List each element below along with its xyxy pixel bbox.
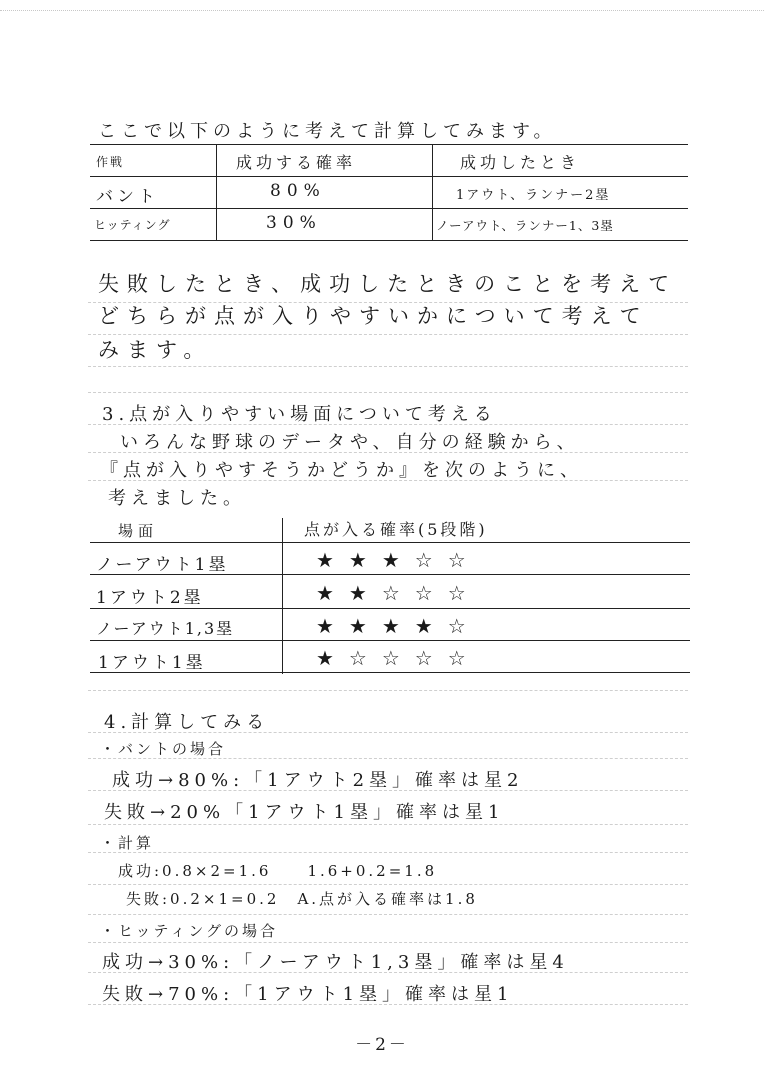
header-on-success: 成功したとき <box>460 153 581 172</box>
bunt-line: 成功→80%:「1アウト2塁」確率は星2 <box>112 770 524 791</box>
calc-line: 失敗:0.2×1=0.2 A.点が入る確率は1.8 <box>126 890 478 908</box>
table-cell-scene: ノーアウト1塁 <box>96 555 229 575</box>
ruled-line <box>88 852 688 853</box>
calc-line: 成功:0.8×2=1.6 1.6+0.2=1.8 <box>118 862 438 880</box>
paragraph-line: みます。 <box>98 338 213 362</box>
ruled-line <box>88 690 688 691</box>
section4-heading: 4.計算してみる <box>104 712 270 733</box>
header-scene: 場面 <box>118 522 159 540</box>
star-rating: ★☆☆☆☆ <box>316 646 481 670</box>
section3-heading: 3.点が入りやすい場面について考える <box>102 404 497 425</box>
star-rating: ★★☆☆☆ <box>316 581 481 605</box>
ruled-line <box>88 366 688 367</box>
table-border <box>90 608 690 609</box>
section3-line: いろんな野球のデータや、自分の経験から、 <box>120 432 580 453</box>
hitting-line: 成功→30%:「ノーアウト1,3塁」確率は星4 <box>102 952 569 973</box>
table-border <box>90 640 690 641</box>
intro-text: ここで以下のように考えて計算してみます。 <box>98 121 557 142</box>
header-success-rate: 成功する確率 <box>236 153 357 172</box>
table-cell-rate: 30% <box>266 213 322 233</box>
hitting-heading: ・ヒッティングの場合 <box>100 922 279 940</box>
paragraph-line: 失敗したとき、成功したときのことを考えて <box>98 272 678 296</box>
ruled-line <box>88 914 688 915</box>
table-border <box>90 144 688 145</box>
table-cell-tactic: ヒッティング <box>94 218 171 232</box>
table-divider <box>432 144 433 240</box>
table-border <box>90 208 688 209</box>
table-divider <box>216 144 217 240</box>
table-divider <box>282 518 283 674</box>
scan-edge <box>0 10 764 11</box>
bunt-heading: ・バントの場合 <box>100 740 227 758</box>
ruled-line <box>88 392 688 393</box>
section3-line: 考えました。 <box>108 488 246 509</box>
header-tactic: 作戦 <box>96 155 125 169</box>
star-rating: ★★★☆☆ <box>316 548 481 572</box>
table-cell-rate: 80% <box>270 181 326 201</box>
table-cell-scene: ノーアウト1,3塁 <box>96 619 235 638</box>
tactics-table <box>90 144 688 240</box>
table-cell-scene: 1アウト2塁 <box>96 588 204 608</box>
star-rating: ★★★★☆ <box>316 614 481 638</box>
table-cell-scene: 1アウト1塁 <box>98 653 206 673</box>
ruled-line <box>88 884 688 885</box>
table-border <box>90 542 690 543</box>
calc-heading: ・計算 <box>100 834 155 852</box>
paragraph-line: どちらが点が入りやすいかについて考えて <box>98 304 649 328</box>
page-number: －2－ <box>355 1035 409 1055</box>
table-border <box>90 240 688 241</box>
section3-line: 『点が入りやすそうかどうか』を次のように、 <box>100 460 583 481</box>
table-cell-result: ノーアウト、ランナー1、3塁 <box>436 218 614 233</box>
ruled-line <box>88 824 688 825</box>
ruled-line <box>88 942 688 943</box>
scene-probability-table <box>90 512 690 672</box>
table-cell-result: 1アウト、ランナー2塁 <box>456 188 611 203</box>
header-probability: 点が入る確率(5段階) <box>304 520 488 539</box>
table-cell-tactic: バント <box>96 187 159 207</box>
hitting-line: 失敗→70%:「1アウト1塁」確率は星1 <box>102 984 514 1005</box>
bunt-line: 失敗→20%「1アウト1塁」確率は星1 <box>104 802 505 823</box>
table-border <box>90 176 688 177</box>
